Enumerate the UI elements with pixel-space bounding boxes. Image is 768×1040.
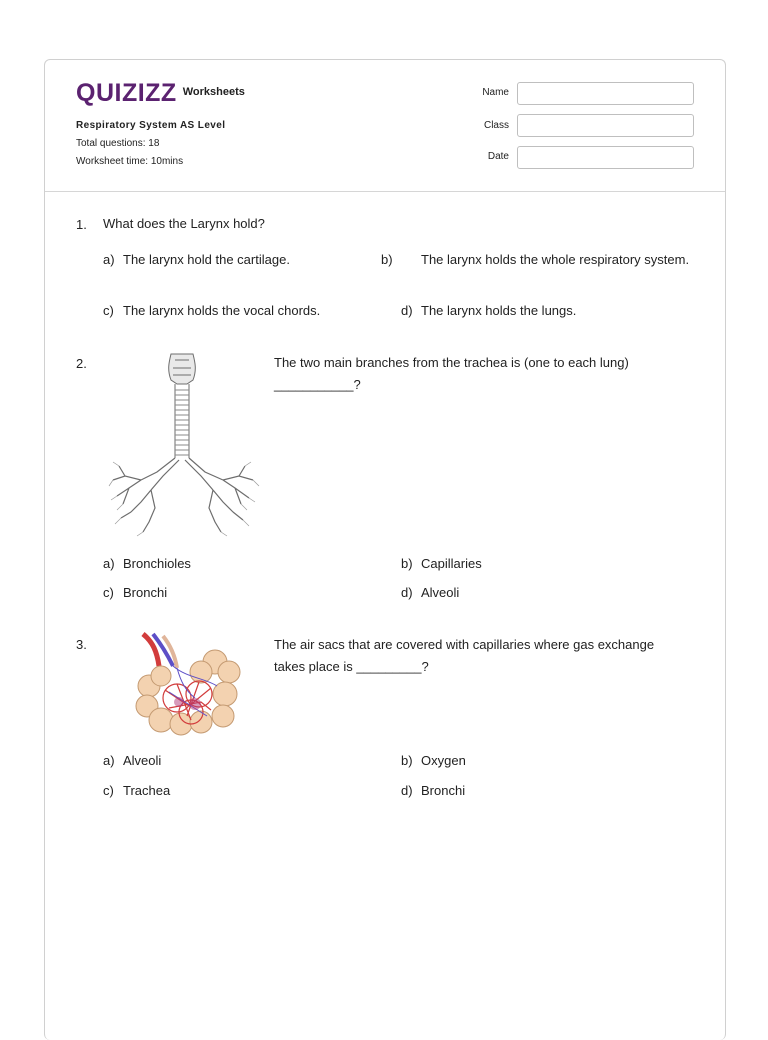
question-number: 2.	[76, 356, 87, 371]
answer-option[interactable]	[401, 300, 671, 322]
question-number: 3.	[76, 637, 87, 652]
option-text: Alveoli	[421, 585, 460, 600]
answer-option[interactable]	[103, 300, 383, 322]
option-text: Bronchi	[123, 585, 168, 600]
option-text: Bronchi	[421, 783, 466, 798]
option-text: The larynx holds the lungs.	[421, 303, 577, 318]
option-letter: a)	[103, 753, 115, 768]
option-text: The larynx hold the cartilage.	[123, 252, 290, 267]
option-letter: d)	[401, 303, 413, 318]
option-letter: b)	[401, 556, 413, 571]
class-label: Class	[483, 120, 509, 131]
question-text: The air sacs that are covered with capillaries where gas exchange takes place is _________?	[274, 637, 655, 674]
answer-option[interactable]	[401, 780, 671, 802]
option-text: The larynx holds the vocal chords.	[123, 303, 321, 318]
name-field[interactable]	[517, 82, 694, 105]
answer-option[interactable]	[103, 780, 383, 802]
brand-row	[76, 80, 245, 106]
answer-option[interactable]	[401, 582, 671, 604]
answer-option[interactable]	[401, 553, 671, 575]
question-text: What does the Larynx hold?	[103, 216, 265, 231]
option-text: Trachea	[123, 783, 171, 798]
answer-option[interactable]	[103, 582, 383, 604]
date-field[interactable]	[517, 146, 694, 169]
total-questions: Total questions: 18	[76, 138, 160, 149]
option-letter: b)	[381, 252, 393, 267]
option-letter: a)	[103, 556, 115, 571]
quizizz-logo: QUIZIZZ	[76, 79, 177, 107]
brand-subtitle: Worksheets	[182, 86, 245, 98]
answer-option[interactable]	[103, 553, 383, 575]
option-text: Alveoli	[123, 753, 162, 768]
class-field[interactable]	[517, 114, 694, 137]
alveoli-illustration	[129, 632, 243, 738]
option-letter: c)	[103, 303, 114, 318]
question-text: The two main branches from the trachea is (one to each lung) ___________?	[274, 355, 629, 392]
option-letter: d)	[401, 585, 413, 600]
option-letter: d)	[401, 783, 413, 798]
answer-option[interactable]	[103, 249, 383, 271]
option-text: Oxygen	[421, 753, 466, 768]
answer-option[interactable]	[381, 249, 691, 271]
date-label: Date	[487, 151, 509, 162]
option-letter: b)	[401, 753, 413, 768]
option-letter: a)	[103, 252, 115, 267]
option-text: Capillaries	[421, 556, 482, 571]
answer-option[interactable]	[103, 750, 383, 772]
option-letter: c)	[103, 585, 114, 600]
answer-option[interactable]	[401, 750, 671, 772]
option-text: Bronchioles	[123, 556, 191, 571]
option-text: The larynx holds the whole respiratory system.	[421, 252, 690, 267]
worksheet-card	[44, 59, 726, 1040]
worksheet-header	[45, 60, 725, 192]
worksheet-title: Respiratory System AS Level	[76, 120, 226, 131]
worksheet-time: Worksheet time: 10mins	[76, 156, 184, 167]
trachea-illustration	[105, 348, 265, 540]
name-label: Name	[482, 87, 509, 98]
option-letter: c)	[103, 783, 114, 798]
question-number: 1.	[76, 217, 87, 232]
